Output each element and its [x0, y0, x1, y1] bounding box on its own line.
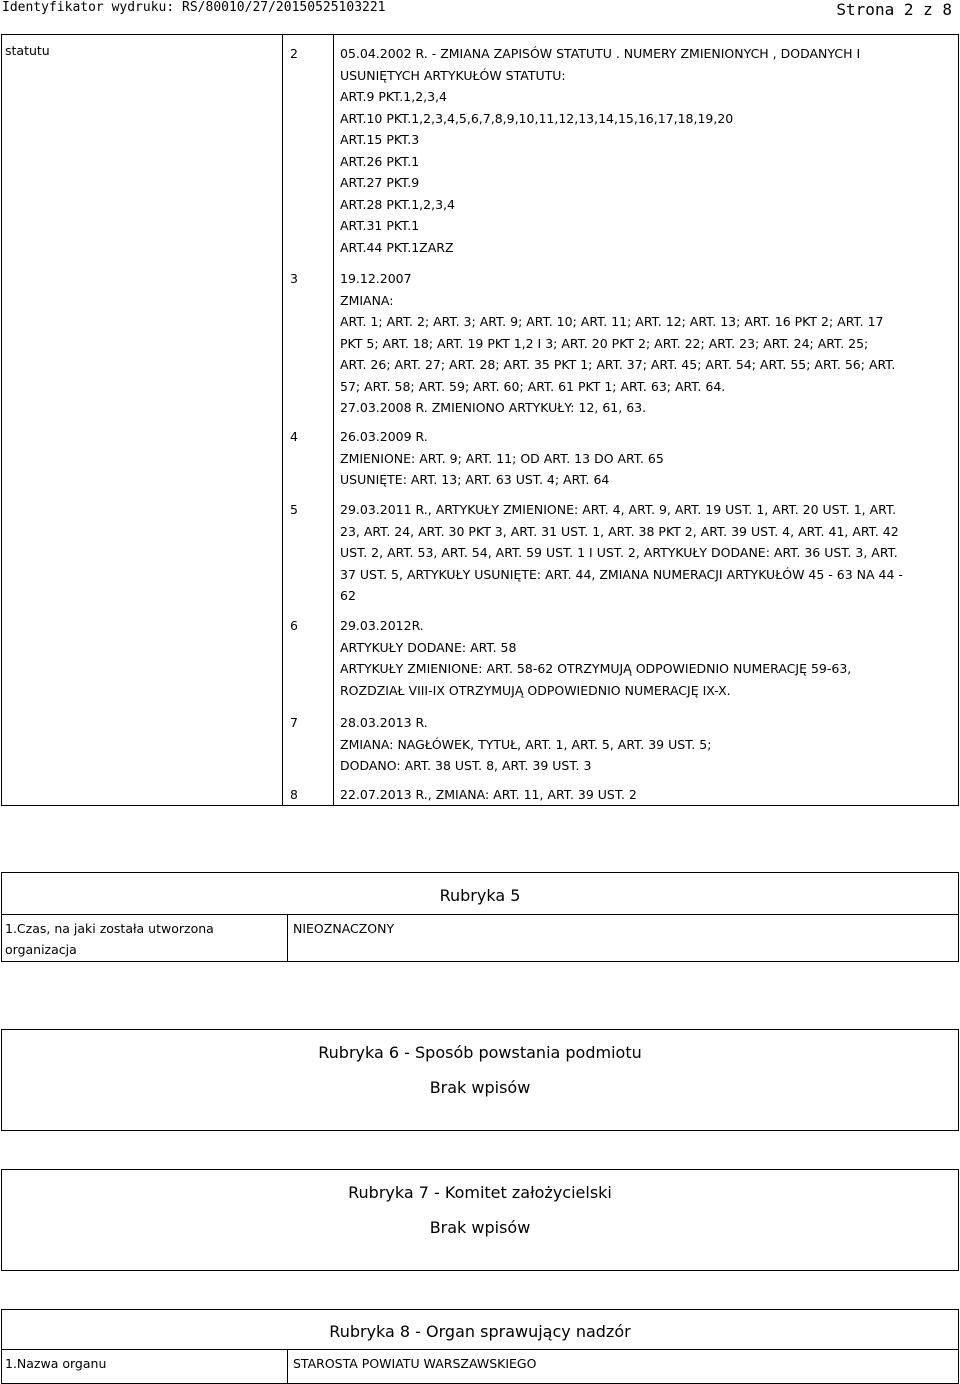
entry-line: ARTYKUŁY DODANE: ART. 58 [340, 639, 517, 655]
entry-line: ZMIENIONE: ART. 9; ART. 11; OD ART. 13 DO ART. 65 [340, 450, 664, 466]
rubryka5-label-line2: organizacja [5, 942, 77, 957]
entry-number: 2 [290, 46, 298, 61]
entry-line: 28.03.2013 R. [340, 715, 428, 730]
page-number: Strona 2 z 8 [836, 0, 952, 19]
entry-line: ART.15 PKT.3 [340, 132, 420, 147]
entry-line: 29.03.2011 R., ARTYKUŁY ZMIENIONE: ART. 4, ART. 9, ART. 19 UST. 1, ART. 20 UST. 1, ART. [340, 502, 897, 517]
rubryka8-label: 1.Nazwa organu [5, 1356, 107, 1371]
entry-line: USUNIĘTYCH ARTYKUŁÓW STATUTU: [340, 67, 566, 83]
statute-label: statutu [5, 43, 50, 58]
entry-text [340, 784, 948, 806]
entry-line: 57; ART. 58; ART. 59; ART. 60; ART. 61 PKT 1; ART. 63; ART. 64. [340, 378, 726, 394]
entry-line: ART.44 PKT.1ZARZ [340, 239, 454, 255]
entry-text [340, 43, 948, 258]
entry-text [340, 712, 948, 777]
entry-line: ART.26 PKT.1 [340, 153, 420, 169]
entry-line: ART.28 PKT.1,2,3,4 [340, 196, 455, 212]
entry-number: 4 [290, 429, 298, 444]
table-divider-label [282, 34, 283, 806]
rubryka7-title: Rubryka 7 - Komitet założycielski [348, 1183, 612, 1202]
rubryka8-value: STAROSTA POWIATU WARSZAWSKIEGO [293, 1356, 537, 1371]
entry-text [340, 268, 948, 419]
entry-text [340, 615, 948, 701]
entry-number: 5 [290, 502, 298, 517]
rubryka5-value: NIEOZNACZONY [293, 921, 395, 936]
entry-line: 23, ART. 24, ART. 30 PKT 3, ART. 31 UST. 1, ART. 38 PKT 2, ART. 39 UST. 4, ART. 41, ART. 42 [340, 523, 899, 539]
rubryka6-empty: Brak wpisów [429, 1078, 531, 1097]
rubryka5-divider [1, 914, 959, 915]
entry-line: 19.12.2007 [340, 271, 412, 286]
entry-line: DODANO: ART. 38 UST. 8, ART. 39 UST. 3 [340, 758, 592, 773]
entry-line: ART.31 PKT.1 [340, 218, 420, 233]
rubryka6-title: Rubryka 6 - Sposób powstania podmiotu [318, 1043, 642, 1062]
entry-line: 37 UST. 5, ARTYKUŁY USUNIĘTE: ART. 44, ZMIANA NUMERACJI ARTYKUŁÓW 45 - 63 NA 44 - [340, 566, 903, 582]
entry-text [340, 499, 948, 607]
rubryka5-col-divider [287, 914, 288, 962]
entry-line: USUNIĘTE: ART. 13; ART. 63 UST. 4; ART. 64 [340, 472, 610, 487]
entry-text [340, 426, 948, 491]
rubryka5-label-line1: 1.Czas, na jaki została utworzona [5, 921, 214, 936]
entry-line: ARTYKUŁY ZMIENIONE: ART. 58-62 OTRZYMUJĄ ODPOWIEDNIO NUMERACJĘ 59-63, [340, 661, 852, 676]
entry-number: 8 [290, 787, 298, 802]
table-divider-number [333, 34, 334, 806]
rubryka8-title: Rubryka 8 - Organ sprawujący nadzór [329, 1322, 631, 1341]
entry-line: 26.03.2009 R. [340, 429, 428, 444]
print-header [0, 0, 960, 22]
entry-number: 6 [290, 618, 298, 633]
rubryka8-col-divider [287, 1349, 288, 1384]
entry-line: ART.10 PKT.1,2,3,4,5,6,7,8,9,10,11,12,13,14,15,16,17,18,19,20 [340, 110, 734, 126]
print-identifier: Identyfikator wydruku: RS/80010/27/20150525103221 [2, 0, 386, 15]
entry-line: ART.27 PKT.9 [340, 175, 420, 190]
entry-line: ART.9 PKT.1,2,3,4 [340, 89, 448, 104]
entry-number: 7 [290, 715, 298, 730]
entry-line: UST. 2, ART. 53, ART. 54, ART. 59 UST. 1 I UST. 2, ARTYKUŁY DODANE: ART. 36 UST. 3, ART. [340, 545, 898, 560]
entry-line: PKT 5; ART. 18; ART. 19 PKT 1,2 I 3; ART. 20 PKT 2; ART. 22; ART. 23; ART. 24; ART. 25; [340, 335, 869, 351]
entry-number: 3 [290, 271, 298, 286]
rubryka8-divider [1, 1349, 959, 1350]
entry-line: 22.07.2013 R., ZMIANA: ART. 11, ART. 39 UST. 2 [340, 787, 637, 802]
entry-line: ART. 26; ART. 27; ART. 28; ART. 35 PKT 1; ART. 37; ART. 45; ART. 54; ART. 55; ART. 56; ART. [340, 357, 896, 372]
entry-line: 62 [340, 588, 356, 603]
rubryka7-empty: Brak wpisów [429, 1218, 531, 1237]
rubryka5-label [5, 918, 275, 960]
entry-line: 29.03.2012R. [340, 618, 424, 633]
entry-line: ROZDZIAŁ VIII-IX OTRZYMUJĄ ODPOWIEDNIO NUMERACJĘ IX-X. [340, 682, 731, 698]
entry-line: ART. 1; ART. 2; ART. 3; ART. 9; ART. 10; ART. 11; ART. 12; ART. 13; ART. 16 PKT 2; ART. 17 [340, 314, 884, 329]
entry-line: 27.03.2008 R. ZMIENIONO ARTYKUŁY: 12, 61, 63. [340, 400, 647, 415]
rubryka5-title: Rubryka 5 [439, 886, 521, 905]
entry-line: ZMIANA: NAGŁÓWEK, TYTUŁ, ART. 1, ART. 5, ART. 39 UST. 5; [340, 736, 712, 752]
entry-line: 05.04.2002 R. - ZMIANA ZAPISÓW STATUTU . NUMERY ZMIENIONYCH , DODANYCH I [340, 46, 861, 61]
entry-line: ZMIANA: [340, 292, 394, 308]
